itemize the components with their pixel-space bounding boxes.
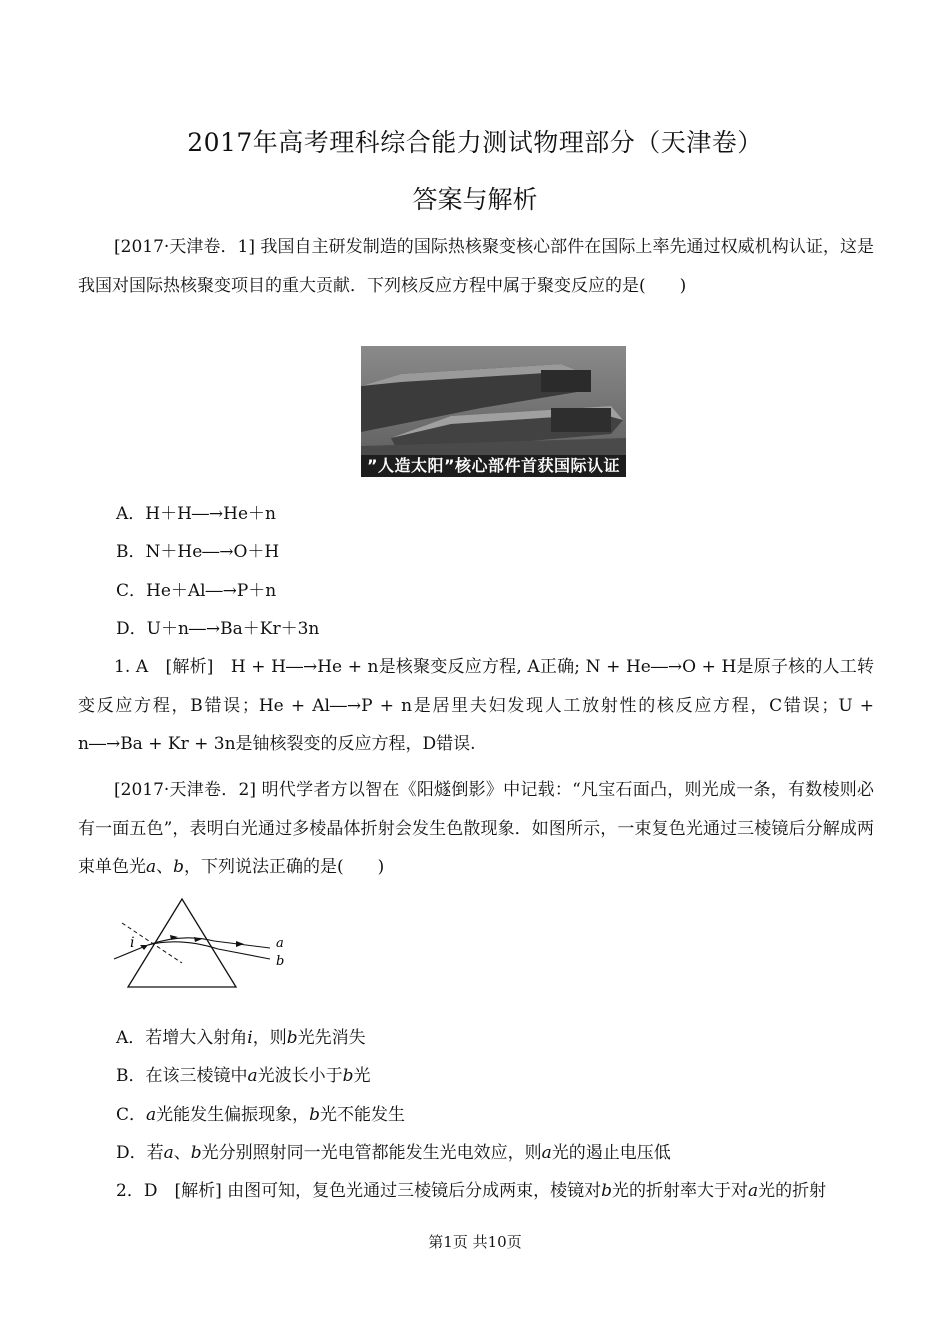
ray-arrow-3 bbox=[236, 941, 244, 947]
photo-caption: ”人造太阳”核心部件首获国际认证 bbox=[361, 455, 626, 477]
label-b: b bbox=[276, 954, 285, 969]
emergent-ray-b bbox=[218, 949, 270, 959]
question-2-analysis: 2．D [解析] 由图可知，复色光通过三棱镜后分成两束，棱镜对b光的折射率大于对a光的折射 bbox=[116, 1181, 827, 1201]
document-subtitle: 答案与解析 bbox=[412, 185, 538, 214]
q1-option-b: B．N＋He―→O＋H bbox=[116, 542, 280, 562]
question-1-analysis: 1. A [解析] H + H―→He + n是核聚变反应方程, A正确; N + He―→O + H是原子核的人工转变反应方程，B错误；He + Al―→P + n是居里夫妇发现人工放射性的核反应方程，C错误；U + n―→Ba + Kr + 3n是铀核裂变的反应方程，D错误. bbox=[78, 657, 874, 754]
var-a: a bbox=[146, 857, 157, 877]
q2-option-c: C．a光能发生偏振现象，b光不能发生 bbox=[116, 1105, 406, 1125]
var-b: b bbox=[173, 857, 185, 877]
fusion-component-photo bbox=[361, 346, 626, 477]
q1-option-d: D．U＋n―→Ba＋Kr＋3n bbox=[116, 619, 320, 639]
q2-option-a: A．若增大入射角i，则b光先消失 bbox=[116, 1028, 366, 1048]
q2-option-d: D．若a、b光分别照射同一光电管都能发生光电效应，则a光的遏止电压低 bbox=[116, 1143, 671, 1163]
page-footer: 第1页 共10页 bbox=[428, 1233, 522, 1251]
question-2-stem: [2017·天津卷．2] 明代学者方以智在《阳燧倒影》中记载：“凡宝石面凸，则光成一条，有数棱则必有一面五色”，表明白光通过多棱晶体折射会发生色散现象．如图所示，一束复色光通过三棱镜后分解成两束单色光a、b，下列说法正确的是( ) bbox=[78, 780, 874, 877]
label-a: a bbox=[276, 936, 284, 951]
q1-option-a: A．H＋H―→He＋n bbox=[116, 504, 277, 524]
prism-triangle bbox=[128, 899, 236, 987]
label-i: i bbox=[130, 935, 135, 951]
document-title: 2017年高考理科综合能力测试物理部分（天津卷） bbox=[187, 128, 763, 157]
question-1-stem: [2017·天津卷．1] 我国自主研发制造的国际热核聚变核心部件在国际上率先通过权威机构认证，这是我国对国际热核聚变项目的重大贡献．下列核反应方程中属于聚变反应的是( ) bbox=[78, 237, 874, 296]
q2-option-b: B．在该三棱镜中a光波长小于b光 bbox=[116, 1066, 371, 1086]
prism-diagram bbox=[110, 893, 300, 993]
q1-option-c: C．He＋Al―→P＋n bbox=[116, 581, 277, 601]
